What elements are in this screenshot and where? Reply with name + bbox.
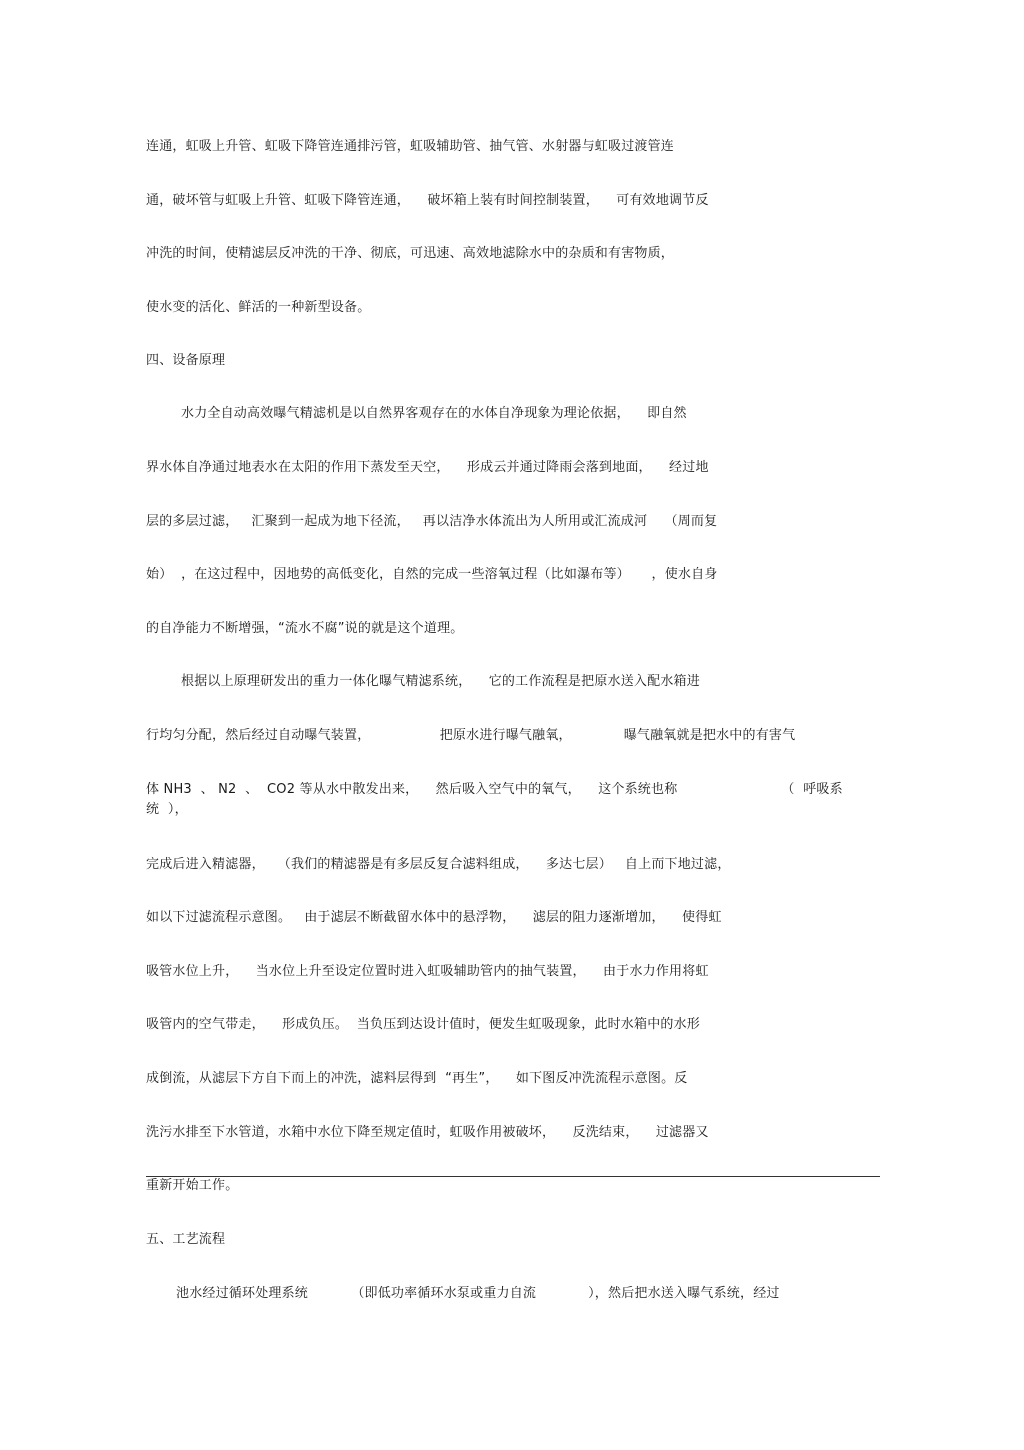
section-heading: 四、设备原理: [146, 353, 226, 368]
text-line: 洗污水排至下水管道，水箱中水位下降至规定值时，虹吸作用被破坏， 反洗结束， 过滤器又: [146, 1125, 709, 1140]
section-heading: 五、工艺流程: [146, 1232, 226, 1247]
text-line: 使水变的活化、鲜活的一种新型设备。: [146, 300, 371, 315]
text-line: 连通，虹吸上升管、虹吸下降管连通排污管，虹吸辅助管、抽气管、水射器与虹吸过渡管连: [146, 139, 675, 154]
text-line: 根据以上原理研发出的重力一体化曝气精滤系统， 它的工作流程是把原水送入配水箱进: [181, 674, 700, 689]
text-line: 水力全自动高效曝气精滤机是以自然界客观存在的水体自净现象为理论依据， 即自然: [181, 406, 687, 421]
text-line: 池水经过循环处理系统 （即低功率循环水泵或重力自流 ），然后把水送入曝气系统，经过: [176, 1286, 780, 1301]
text-line: 始） ，在这过程中，因地势的高低变化，自然的完成一些溶氧过程（比如瀑布等） ，使水自身: [146, 567, 718, 582]
text-line: 体 NH3 、 N2 、 CO2 等从水中散发出来， 然后吸入空气中的氧气， 这个系统也称 （ 呼吸系: [146, 782, 843, 797]
text-line: 完成后进入精滤器， （我们的精滤器是有多层反复合滤料组成， 多达七层） 自上而下地过滤，: [146, 857, 731, 872]
text-line: 界水体自净通过地表水在太阳的作用下蒸发至天空， 形成云并通过降雨会落到地面， 经过地: [146, 460, 709, 475]
text-line: 行均匀分配，然后经过自动曝气装置， 把原水进行曝气融氧， 曝气融氧就是把水中的有害气: [146, 728, 796, 743]
text-line: 如以下过滤流程示意图。 由于滤层不断截留水体中的悬浮物， 滤层的阻力逐渐增加， 使得虹: [146, 910, 722, 925]
horizontal-rule: [146, 1176, 880, 1177]
text-line: 重新开始工作。: [146, 1178, 239, 1193]
text-line: 吸管水位上升， 当水位上升至设定位置时进入虹吸辅助管内的抽气装置， 由于水力作用将虹: [146, 964, 709, 979]
text-line: 层的多层过滤， 汇聚到一起成为地下径流， 再以洁净水体流出为人所用或汇流成河 （周而复: [146, 514, 718, 529]
text-line: 统 ），: [146, 802, 188, 817]
text-line: 的自净能力不断增强，“流水不腐”说的就是这个道理。: [146, 621, 464, 636]
text-line: 通，破坏管与虹吸上升管、虹吸下降管连通， 破坏箱上装有时间控制装置， 可有效地调节反: [146, 193, 709, 208]
text-line: 成倒流，从滤层下方自下而上的冲洗，滤料层得到 “再生”， 如下图反冲洗流程示意图。反: [146, 1071, 688, 1086]
text-line: 冲洗的时间，使精滤层反冲洗的干净、彻底，可迅速、高效地滤除水中的杂质和有害物质，: [146, 246, 675, 261]
text-line: 吸管内的空气带走， 形成负压。 当负压到达设计值时，便发生虹吸现象，此时水箱中的水形: [146, 1017, 700, 1032]
